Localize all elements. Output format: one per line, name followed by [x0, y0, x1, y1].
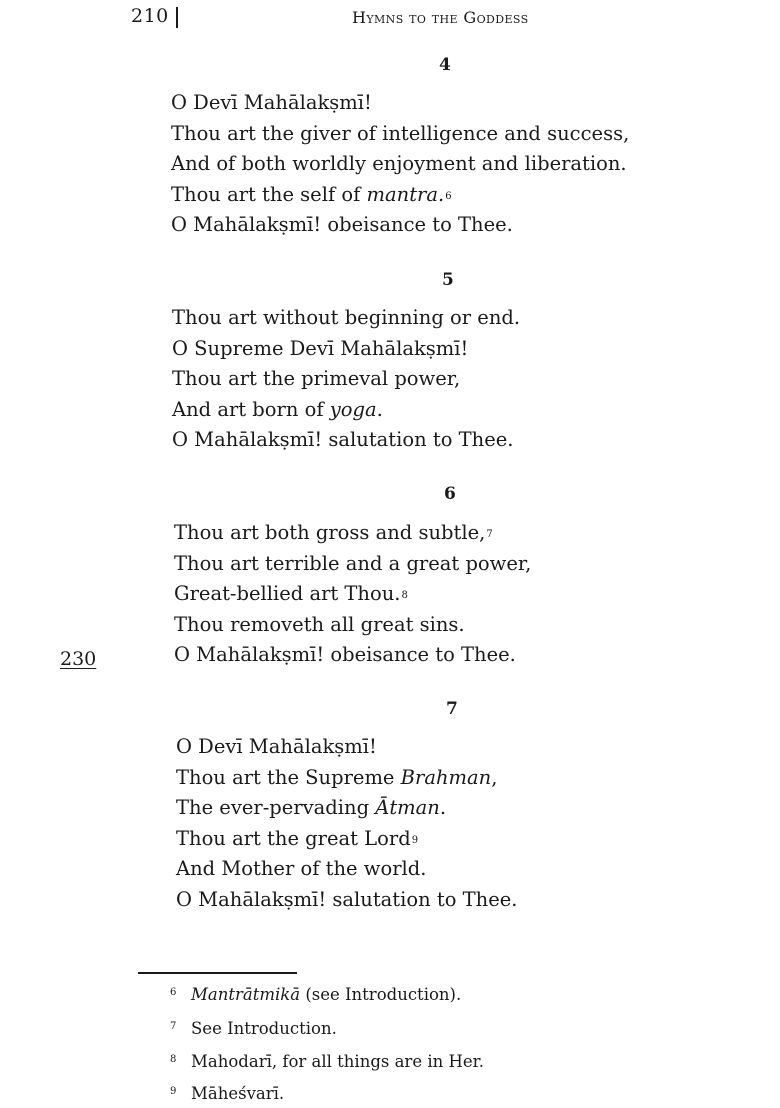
- verse-line: [174, 518, 531, 549]
- verse-line: O Supreme Devī Mahālakṣmī!: [172, 336, 469, 360]
- verse-line: And of both worldly enjoyment and liberation.: [171, 152, 627, 175]
- line-text: Thou art the great Lord: [176, 826, 411, 850]
- verse-line: Thou art without beginning or end.: [172, 306, 521, 329]
- verse-line: O Mahālakṣmī! obeisance to Thee.: [174, 643, 516, 666]
- footnote-text: See Introduction.: [191, 1019, 337, 1038]
- verse-line: Thou art the giver of intelligence and success,: [171, 121, 630, 145]
- line-text: ,: [491, 765, 498, 789]
- verse-line: O Mahālakṣmī! salutation to Thee.: [172, 428, 514, 451]
- footnote-mark: 6: [170, 987, 177, 998]
- verse-number-7: 7: [446, 699, 458, 719]
- line-text: Thou art the self of: [171, 182, 367, 206]
- verse-line: And Mother of the world.: [176, 857, 427, 880]
- line-text: .: [376, 397, 383, 421]
- verse-line: [176, 763, 518, 794]
- footnote-6: [170, 985, 461, 1004]
- verse-4-stanza: [171, 88, 629, 241]
- verse-number-6: 6: [444, 484, 456, 504]
- italic-term: Brahman: [400, 765, 492, 789]
- page-number: 210: [131, 5, 169, 27]
- running-header: [0, 5, 780, 31]
- line-text: Thou art both gross and subtle,: [174, 521, 486, 544]
- verse-line: Thou art terrible and a great power,: [174, 551, 532, 575]
- verse-line: O Devī Mahālakṣmī!: [171, 91, 372, 114]
- footnote-text: [191, 985, 461, 1004]
- italic-term: yoga: [329, 397, 377, 421]
- footnote-text: Māheśvarī.: [191, 1084, 285, 1103]
- verse-line: [176, 824, 518, 855]
- verse-line: [172, 395, 520, 426]
- line-text: The ever-pervading: [176, 796, 376, 819]
- verse-number-4: 4: [439, 55, 451, 75]
- verse-5-stanza: [172, 303, 520, 456]
- verse-number-5: 5: [442, 270, 454, 290]
- verse-line: [176, 793, 518, 824]
- footnote-mark: 8: [170, 1054, 177, 1065]
- footnote-ref-7[interactable]: 7: [486, 529, 493, 540]
- verse-line: Thou art the primeval power,: [172, 367, 461, 390]
- running-title: Hymns to the Goddess: [352, 8, 529, 27]
- footnote-ref-6[interactable]: 6: [445, 190, 452, 202]
- verse-6-stanza: [174, 518, 531, 671]
- footnote-text: Mahodarī, for all things are in Her.: [191, 1052, 484, 1071]
- footnote-9: [170, 1084, 284, 1103]
- footnote-divider: [138, 972, 297, 974]
- verse-line: Thou removeth all great sins.: [174, 612, 465, 636]
- verse-line: O Mahālakṣmī! salutation to Thee.: [176, 887, 518, 911]
- italic-term: mantra.: [366, 182, 445, 206]
- italic-term: Mantrātmikā: [191, 985, 301, 1004]
- footnote-ref-9[interactable]: 9: [411, 834, 419, 846]
- footnote-8: [170, 1052, 484, 1071]
- verse-line: O Devī Mahālakṣmī!: [176, 735, 377, 758]
- verse-line: [174, 579, 531, 610]
- line-text: Thou art the Supreme: [176, 765, 401, 789]
- header-separator: [176, 7, 178, 28]
- line-text: Great-bellied art Thou.: [174, 582, 401, 605]
- line-text: .: [439, 796, 447, 819]
- footnote-mark: 9: [170, 1086, 177, 1097]
- italic-term: Ātman: [375, 796, 440, 819]
- verse-7-stanza: [176, 732, 518, 915]
- verse-line: O Mahālakṣmī! obeisance to Thee.: [171, 213, 513, 236]
- footnote-ref-8[interactable]: 8: [401, 590, 408, 601]
- footnote-7: [170, 1019, 337, 1038]
- verse-line: [171, 180, 629, 211]
- line-text: (see Introduction).: [300, 985, 462, 1004]
- footnote-mark: 7: [170, 1021, 177, 1032]
- margin-reference-number: 230: [60, 648, 97, 670]
- line-text: And art born of: [172, 397, 330, 421]
